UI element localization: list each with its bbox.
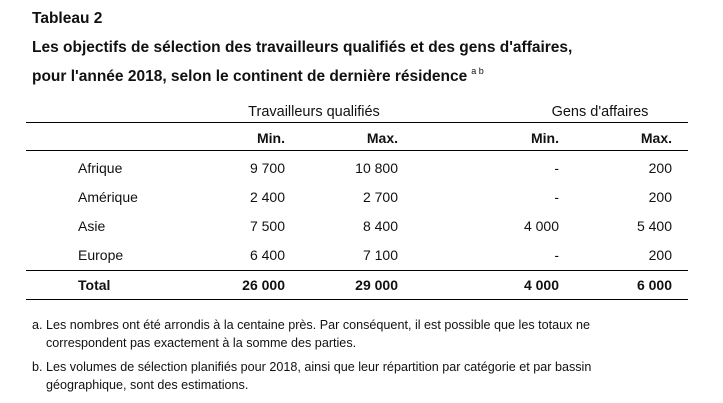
footnote-a-marker: a. — [32, 318, 43, 332]
footnote-b-line-1: Les volumes de sélection planifiés pour 2018, ainsi que leur répartition par catégorie et par bassin — [46, 360, 592, 374]
total-separator-rule — [26, 270, 688, 271]
cell-business-max: 5 400 — [636, 218, 672, 234]
cell-business-max: 200 — [648, 247, 672, 263]
footnote-a-line-2: correspondent pas exactement à la somme des parties. — [46, 336, 357, 350]
cell-skilled-min: 9 700 — [249, 160, 285, 176]
row-label: Asie — [78, 218, 106, 234]
group-header-skilled-workers: Travailleurs qualifiés — [248, 104, 380, 120]
footnote-a — [32, 316, 692, 352]
cell-business-min: - — [554, 160, 559, 176]
total-business-max: 6 000 — [636, 277, 672, 293]
cell-business-min: 4 000 — [523, 218, 559, 234]
cell-business-max: 200 — [648, 189, 672, 205]
cell-business-min: - — [554, 247, 559, 263]
total-skilled-min: 26 000 — [242, 277, 285, 293]
row-label: Amérique — [78, 189, 138, 205]
cell-business-min: - — [554, 189, 559, 205]
table-label: Tableau 2 — [32, 10, 103, 27]
table-top-rule — [26, 122, 688, 123]
cell-skilled-max: 7 100 — [362, 247, 398, 263]
col-header-business-max: Max. — [640, 130, 672, 146]
col-header-skilled-min: Min. — [257, 130, 285, 146]
table-title-line-2-text: pour l'année 2018, selon le continent de dernière résidence — [32, 68, 468, 85]
footnote-b — [32, 358, 692, 394]
group-header-business: Gens d'affaires — [551, 104, 649, 120]
col-header-skilled-max: Max. — [366, 130, 398, 146]
cell-business-max: 200 — [648, 160, 672, 176]
row-label: Europe — [78, 247, 124, 263]
row-label: Afrique — [78, 160, 123, 176]
total-skilled-max: 29 000 — [355, 277, 398, 293]
header-separator-rule — [26, 150, 688, 151]
table-title-line-2 — [32, 66, 484, 86]
footnote-b-marker: b. — [32, 360, 43, 374]
total-label: Total — [78, 277, 111, 293]
footnote-b-line-2: géographique, sont des estimations. — [46, 378, 249, 392]
col-header-business-min: Min. — [531, 130, 559, 146]
cell-skilled-min: 7 500 — [249, 218, 285, 234]
cell-skilled-max: 8 400 — [362, 218, 398, 234]
table-title-line-1: Les objectifs de sélection des travailleurs qualifiés et des gens d'affaires, — [32, 39, 573, 56]
total-business-min: 4 000 — [523, 277, 559, 293]
cell-skilled-min: 2 400 — [249, 189, 285, 205]
footnote-a-line-1: Les nombres ont été arrondis à la centaine près. Par conséquent, il est possible que les totaux ne — [46, 318, 590, 332]
table-bottom-rule — [26, 299, 688, 300]
title-footnote-markers: a b — [471, 66, 484, 76]
cell-skilled-max: 10 800 — [355, 160, 398, 176]
cell-skilled-max: 2 700 — [362, 189, 398, 205]
cell-skilled-min: 6 400 — [249, 247, 285, 263]
